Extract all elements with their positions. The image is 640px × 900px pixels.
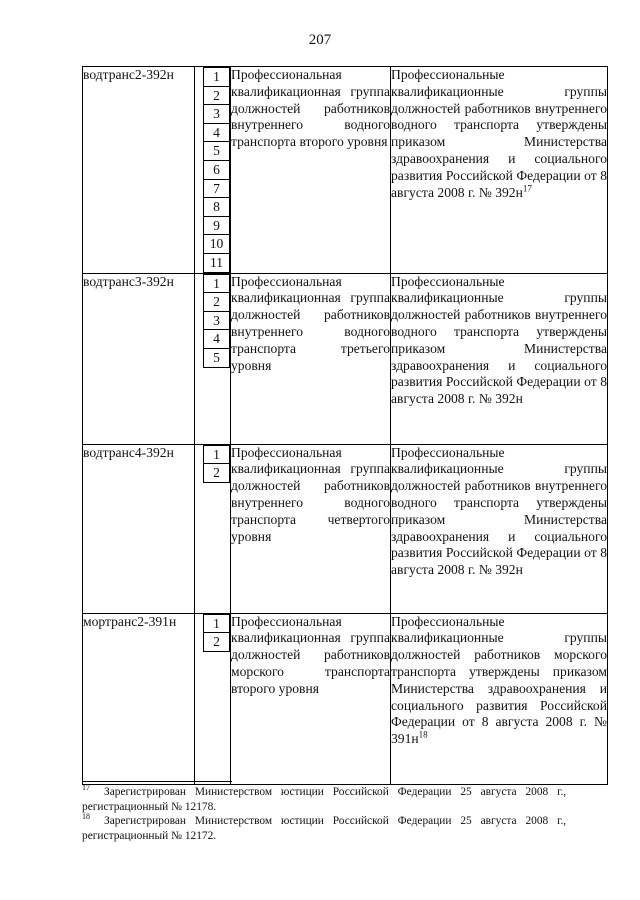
- row-code: мортранс2-391н: [83, 613, 195, 784]
- group-name: Профессиональная квалификационная группа должностей работников внутреннего водного транспорта четвертого уровня: [231, 444, 391, 613]
- level-number: 1: [203, 445, 230, 464]
- level-number: 10: [203, 234, 230, 253]
- table-row: [83, 444, 608, 613]
- table-row: [83, 613, 608, 784]
- level-number: 5: [203, 348, 230, 368]
- level-list: [203, 445, 230, 483]
- group-name: Профессиональная квалификационная группа должностей работников внутреннего водного транспорта третьего уровня: [231, 273, 391, 444]
- page-number: 207: [308, 32, 332, 48]
- level-number: 4: [203, 329, 230, 348]
- level-number: 3: [203, 104, 230, 123]
- row-code: водтранс4-392н: [83, 444, 195, 613]
- group-name: Профессиональная квалификационная группа должностей работников морского транспорта второго уровня: [231, 613, 391, 784]
- qualification-levels: [195, 67, 231, 274]
- footnote: [82, 814, 607, 843]
- row-code: водтранс3-392н: [83, 273, 195, 444]
- footnote: [82, 785, 607, 814]
- level-number: 2: [203, 632, 230, 652]
- legal-basis-text: Профессиональные квалификационные группы должностей работников внутреннего водного транспорта утверждены приказом Министерства здравоохранения и социального развития Российской Федерации от 8 августа 2008 г. № 392н: [391, 273, 607, 407]
- group-name: Профессиональная квалификационная группа должностей работников внутреннего водного транспорта второго уровня: [231, 67, 391, 274]
- legal-basis: [391, 273, 608, 444]
- legal-basis-text: Профессиональные квалификационные группы должностей работников морского транспорта утверждены приказом Министерства здравоохранения и социального развития Российской Федерации от 8 августа 2008 г. № 391н: [391, 613, 607, 747]
- legal-basis: [391, 613, 608, 784]
- qualification-levels: [195, 613, 231, 784]
- level-number: 2: [203, 86, 230, 105]
- level-number: 11: [203, 253, 230, 273]
- level-number: 1: [203, 67, 230, 86]
- footnote-text-continued: регистрационный № 12172.: [82, 829, 217, 842]
- level-number: 2: [203, 463, 230, 483]
- footnote-mark: 18: [82, 812, 90, 822]
- footnote-text: Зарегистрирован Министерством юстиции Российской Федерации 25 августа 2008 г.,: [104, 815, 567, 827]
- level-number: 4: [203, 123, 230, 142]
- qualification-levels: [195, 444, 231, 613]
- legal-basis: [391, 444, 608, 613]
- classification-table: [82, 66, 608, 785]
- qualification-levels: [195, 273, 231, 444]
- level-number: 1: [203, 274, 230, 293]
- legal-basis-text: Профессиональные квалификационные группы должностей работников внутреннего водного транспорта утверждены приказом Министерства здравоохранения и социального развития Российской Федерации от 8 августа 2008 г. № 392н: [391, 444, 607, 578]
- footnote-ref: 17: [522, 183, 532, 194]
- level-number: 6: [203, 160, 230, 179]
- footnote-ref: 18: [418, 729, 428, 740]
- footnotes: [82, 785, 607, 843]
- legal-basis: [391, 67, 608, 274]
- footnote-text-continued: регистрационный № 12178.: [82, 800, 217, 813]
- level-number: 3: [203, 311, 230, 330]
- legal-basis-text: Профессиональные квалификационные группы должностей работников внутреннего водного транспорта утверждены приказом Министерства здравоохранения и социального развития Российской Федерации от 8 августа 2008 г. № 392н: [391, 67, 607, 200]
- level-list: [203, 67, 230, 273]
- level-list: [203, 614, 230, 652]
- table-row: [83, 273, 608, 444]
- level-number: 9: [203, 216, 230, 235]
- level-number: 2: [203, 292, 230, 311]
- table-row: [83, 67, 608, 274]
- level-number: 1: [203, 614, 230, 633]
- footnote-text: Зарегистрирован Министерством юстиции Российской Федерации 25 августа 2008 г.,: [104, 786, 567, 798]
- level-number: 5: [203, 141, 230, 160]
- row-code: водтранс2-392н: [83, 67, 195, 274]
- level-number: 8: [203, 197, 230, 216]
- footnote-mark: 17: [82, 783, 90, 793]
- level-list: [203, 274, 230, 368]
- table-body: [83, 67, 608, 785]
- level-number: 7: [203, 179, 230, 198]
- footnote-separator: [82, 781, 232, 782]
